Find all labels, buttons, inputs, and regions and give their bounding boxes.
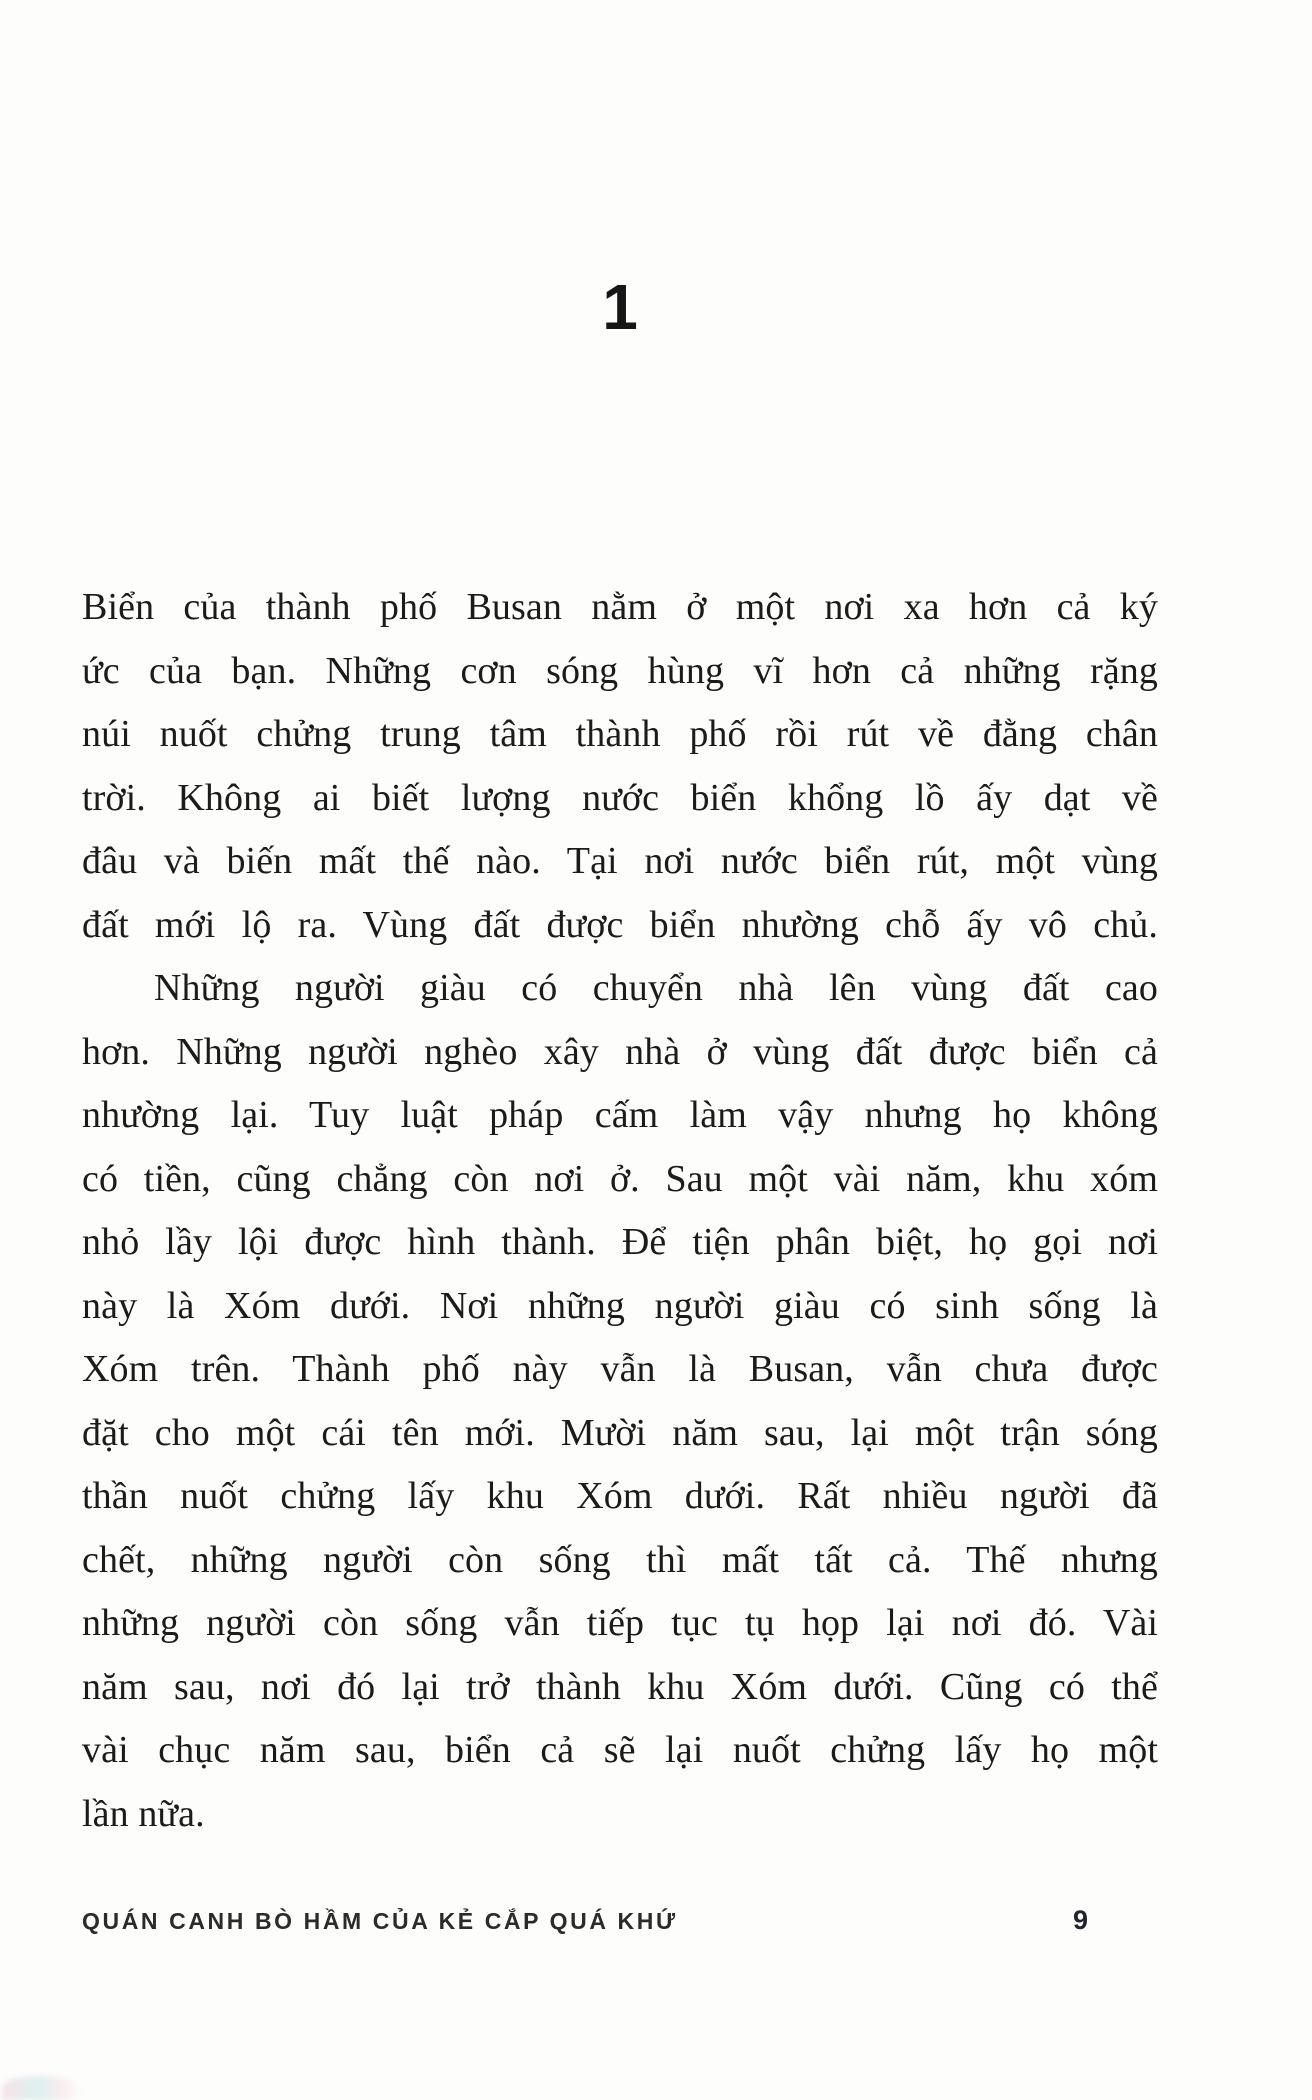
body-line: ức của bạn. Những cơn sóng hùng vĩ hơn cả những rặng bbox=[82, 649, 1158, 692]
body-line: Những người giàu có chuyển nhà lên vùng đất cao bbox=[154, 967, 1158, 1009]
body-line: những người còn sống vẫn tiếp tục tụ họp lại nơi đó. Vài bbox=[82, 1602, 1158, 1644]
body-line: đâu và biến mất thế nào. Tại nơi nước biển rút, một vùng bbox=[82, 840, 1158, 882]
page-number: 9 bbox=[1072, 1905, 1088, 1935]
body-text bbox=[82, 576, 1158, 1846]
body-line: Xóm trên. Thành phố này vẫn là Busan, vẫn chưa được bbox=[82, 1348, 1158, 1390]
body-line: núi nuốt chửng trung tâm thành phố rồi rút về đằng chân bbox=[82, 713, 1158, 755]
body-line: trời. Không ai biết lượng nước biển khổng lồ ấy dạt về bbox=[82, 776, 1158, 819]
body-line: lần nữa. bbox=[82, 1792, 205, 1835]
body-line: thần nuốt chửng lấy khu Xóm dưới. Rất nhiều người đã bbox=[82, 1475, 1158, 1517]
body-line: hơn. Những người nghèo xây nhà ở vùng đất được biển cả bbox=[82, 1030, 1158, 1073]
running-title: QUÁN CANH BÒ HẦM CỦA KẺ CẮP QUÁ KHỨ bbox=[82, 1908, 678, 1934]
body-line: nhỏ lầy lội được hình thành. Để tiện phân biệt, họ gọi nơi bbox=[82, 1221, 1158, 1263]
body-line: này là Xóm dưới. Nơi những người giàu có sinh sống là bbox=[82, 1284, 1158, 1327]
body-line: có tiền, cũng chẳng còn nơi ở. Sau một vài năm, khu xóm bbox=[82, 1157, 1158, 1200]
chapter-number: 1 bbox=[602, 271, 638, 343]
body-line: nhường lại. Tuy luật pháp cấm làm vậy nhưng họ không bbox=[82, 1094, 1158, 1136]
scan-artifact bbox=[2, 2076, 80, 2100]
body-line: năm sau, nơi đó lại trở thành khu Xóm dưới. Cũng có thể bbox=[82, 1665, 1158, 1708]
body-line: đất mới lộ ra. Vùng đất được biển nhường chỗ ấy vô chủ. bbox=[82, 903, 1158, 946]
page-footer bbox=[82, 1905, 1158, 1936]
body-line: Biển của thành phố Busan nằm ở một nơi xa hơn cả ký bbox=[82, 586, 1158, 628]
body-line: vài chục năm sau, biển cả sẽ lại nuốt chửng lấy họ một bbox=[82, 1729, 1158, 1771]
body-line: đặt cho một cái tên mới. Mười năm sau, lại một trận sóng bbox=[82, 1411, 1158, 1454]
body-line: chết, những người còn sống thì mất tất cả. Thế nhưng bbox=[82, 1538, 1158, 1581]
